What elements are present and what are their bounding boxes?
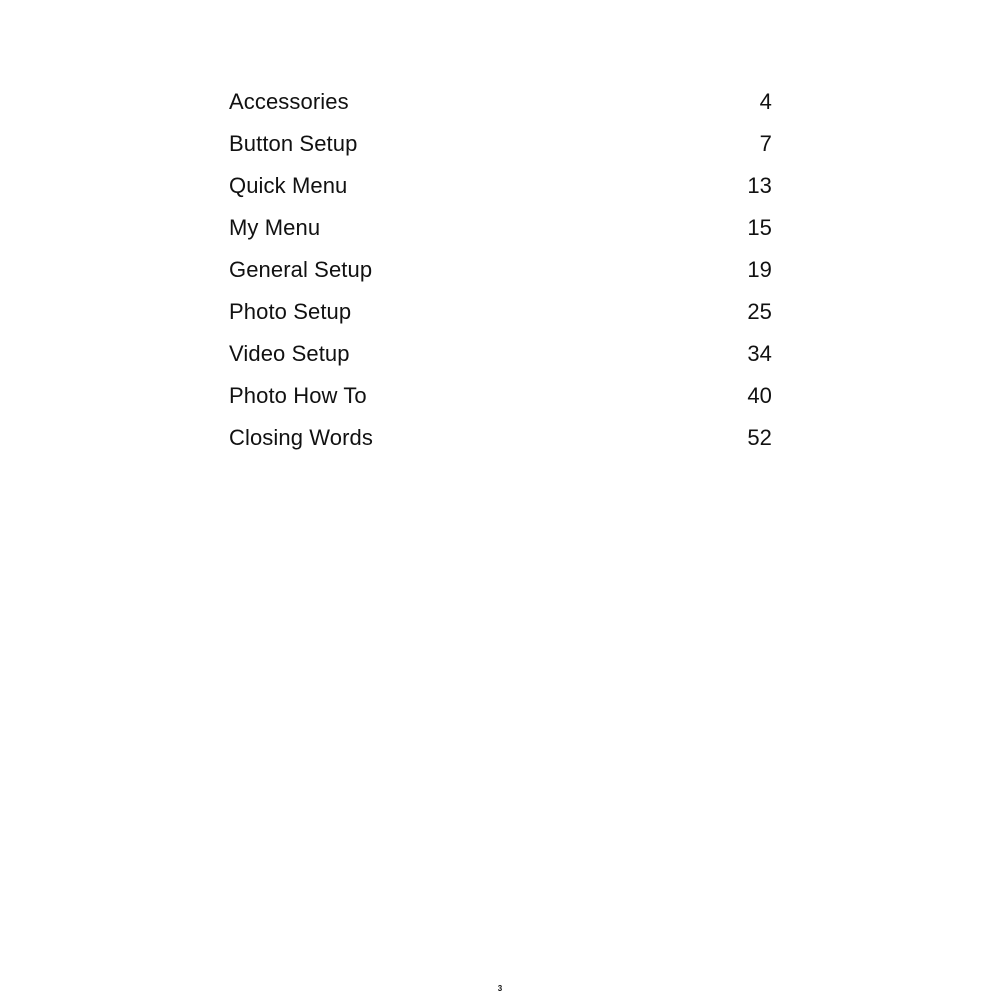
- toc-entry-button-setup[interactable]: [229, 123, 772, 165]
- toc-entry-quick-menu[interactable]: [229, 165, 772, 207]
- toc-entry-video-setup[interactable]: [229, 333, 772, 375]
- toc-entry-title: Video Setup: [229, 341, 350, 366]
- toc-entry-page-number: 52: [747, 425, 772, 450]
- toc-entry-page-number: 13: [747, 173, 772, 198]
- toc-entry-closing-words[interactable]: [229, 417, 772, 459]
- toc-entry-page-number: 34: [747, 341, 772, 366]
- toc-entry-title: Photo How To: [229, 383, 367, 408]
- toc-entry-page-number: 40: [747, 383, 772, 408]
- toc-entry-title: Accessories: [229, 89, 349, 114]
- toc-entry-title: General Setup: [229, 257, 373, 282]
- toc-entry-page-number: 15: [747, 215, 772, 240]
- footer-page-number: 3: [497, 984, 503, 993]
- toc-entry-my-menu[interactable]: [229, 207, 772, 249]
- toc-entry-general-setup[interactable]: [229, 249, 772, 291]
- toc-entry-page-number: 7: [759, 131, 772, 156]
- toc-entry-title: Button Setup: [229, 131, 358, 156]
- toc-entry-photo-setup[interactable]: [229, 291, 772, 333]
- toc-entry-title: Closing Words: [229, 425, 373, 450]
- toc-entry-title: Photo Setup: [229, 299, 352, 324]
- toc-entry-accessories[interactable]: [229, 81, 772, 123]
- toc-entry-title: My Menu: [229, 215, 321, 240]
- toc-entry-page-number: 25: [747, 299, 772, 324]
- toc-entry-title: Quick Menu: [229, 173, 348, 198]
- toc-entry-page-number: 4: [759, 89, 772, 114]
- toc-entry-page-number: 19: [747, 257, 772, 282]
- table-of-contents: [229, 81, 772, 459]
- toc-entry-photo-how-to[interactable]: [229, 375, 772, 417]
